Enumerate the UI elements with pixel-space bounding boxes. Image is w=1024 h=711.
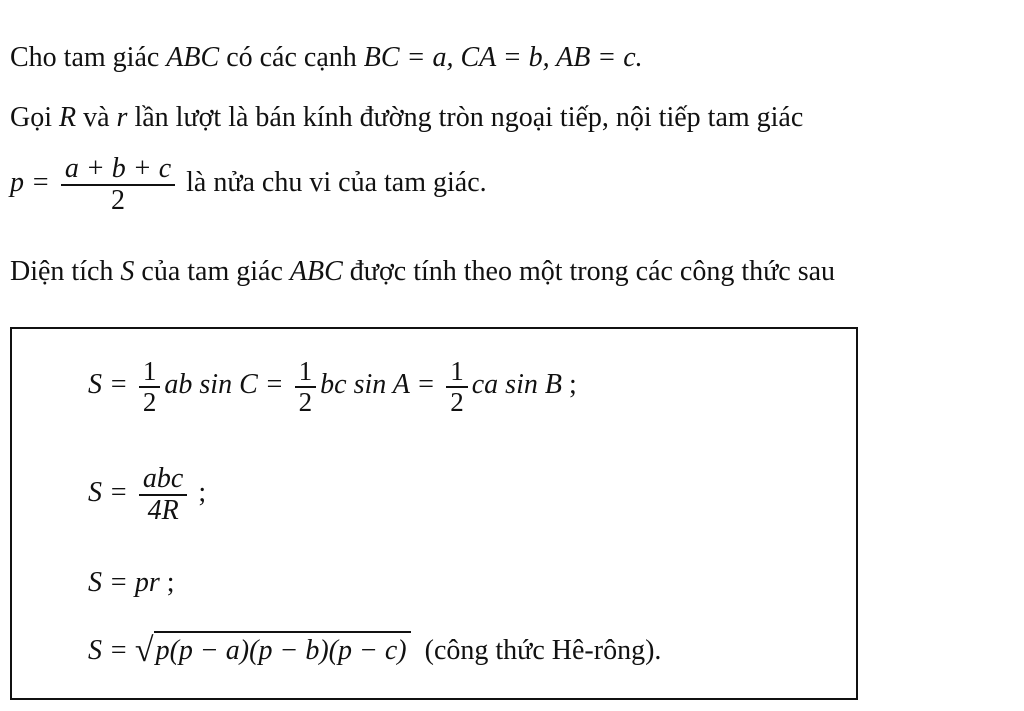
intro-text: của tam giác — [134, 256, 290, 287]
fraction-numerator: 1 — [450, 356, 464, 387]
formula-term: ab sin C = — [164, 369, 284, 400]
semiperimeter-fraction — [61, 154, 175, 215]
formula-box — [10, 327, 858, 700]
semiperimeter-lhs: p = — [10, 167, 50, 198]
area-symbol: S — [120, 256, 135, 287]
radical-sign-icon: √ — [134, 632, 154, 669]
fraction-numerator: abc — [142, 463, 184, 495]
intro-text: là nửa chu vi của tam giác. — [179, 167, 487, 198]
intro-line-triangle — [10, 42, 643, 74]
fraction-numerator: a + b + c — [64, 153, 172, 185]
intro-line-radii — [10, 102, 803, 134]
formula-separator: ; — [191, 477, 207, 508]
triangle-name: ABC — [289, 256, 343, 287]
intro-text: lần lượt là bán kính đường tròn ngoại tiếp, nội tiếp tam giác — [127, 102, 804, 133]
formula-heron — [88, 633, 661, 669]
triangle-name: ABC — [166, 42, 220, 73]
half-fraction — [295, 357, 317, 416]
formula-lhs: S = — [88, 369, 128, 400]
formula-separator: ; — [561, 369, 577, 400]
abc-over-4r-fraction — [139, 464, 187, 525]
intro-text: có các cạnh — [219, 42, 364, 73]
fraction-denominator: 4R — [139, 494, 187, 525]
intro-text: và — [76, 102, 117, 133]
square-root — [135, 633, 411, 669]
formula-term: bc sin A = — [320, 369, 436, 400]
formula-lhs: S = — [88, 635, 128, 666]
intro-text: Cho tam giác — [10, 42, 167, 73]
fraction-denominator: 2 — [446, 386, 468, 416]
intro-text: Gọi — [10, 102, 59, 133]
fraction-numerator: 1 — [298, 356, 313, 387]
half-fraction — [139, 357, 161, 416]
half-fraction — [446, 357, 468, 416]
formula-lhs: S = — [88, 477, 128, 508]
intro-line-semiperimeter — [10, 148, 487, 218]
intro-line-area — [10, 256, 835, 288]
inradius-symbol: r — [116, 102, 128, 133]
formula-term: S = pr — [88, 567, 160, 598]
formula-term: ca sin B — [471, 369, 562, 400]
formula-sine — [88, 349, 577, 421]
fraction-denominator: 2 — [139, 386, 161, 416]
intro-text: Diện tích — [10, 256, 121, 287]
circumradius-symbol: R — [59, 102, 77, 133]
formula-separator: ; — [159, 567, 175, 598]
formula-inradius — [88, 565, 175, 601]
fraction-denominator: 2 — [295, 386, 317, 416]
fraction-numerator: 1 — [142, 356, 157, 387]
heron-note: (công thức Hê-rông). — [424, 635, 662, 666]
intro-text: được tính theo một trong các công thức sau — [342, 256, 836, 287]
fraction-denominator: 2 — [61, 184, 175, 215]
side-definitions: BC = a, CA = b, AB = c. — [363, 42, 643, 73]
radicand: p(p − a)(p − b)(p − c) — [154, 631, 411, 666]
formula-circumradius — [88, 457, 206, 529]
